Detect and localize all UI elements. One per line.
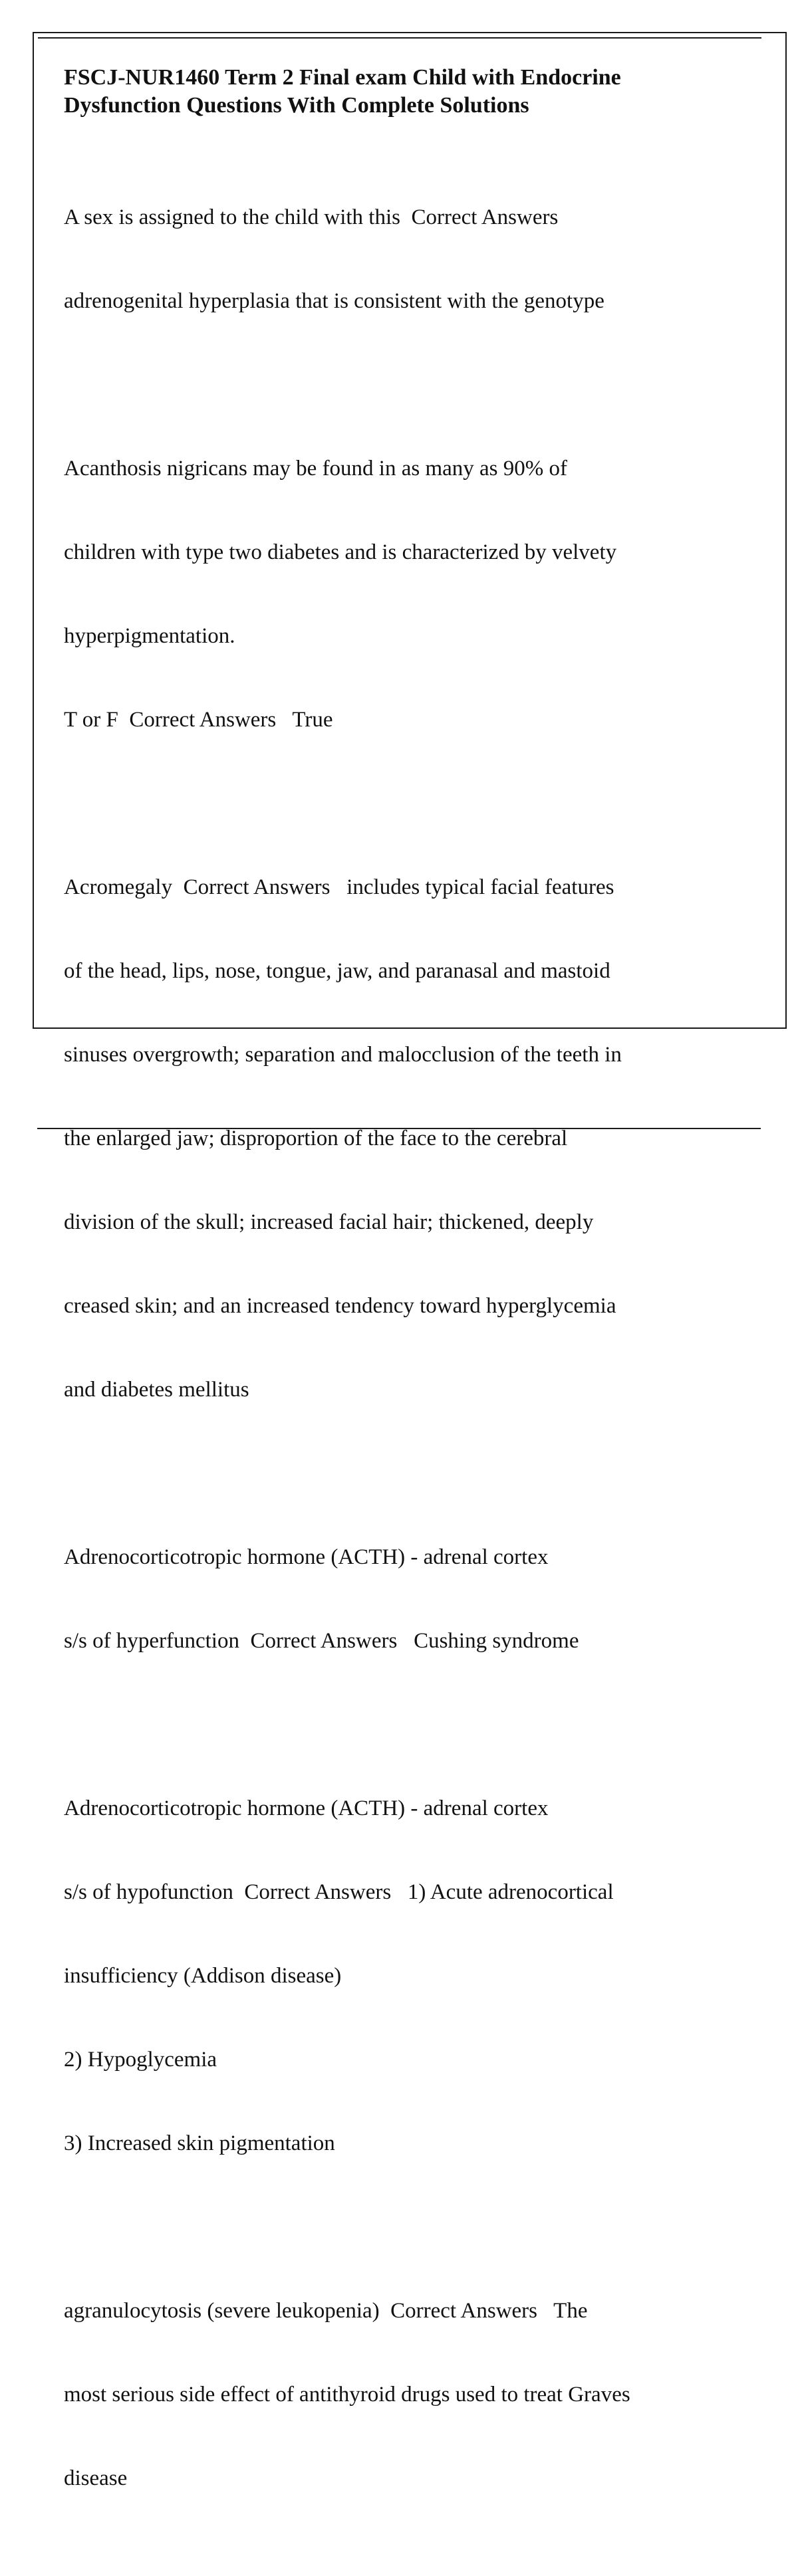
qa-item-agranulocytosis: [64, 2241, 722, 2548]
qa-line: insufficiency (Addison disease): [64, 1964, 342, 1988]
title-line: FSCJ-NUR1460 Term 2 Final exam Child with Endocrine: [64, 65, 621, 90]
qa-line: T or F Correct Answers True: [64, 708, 333, 732]
qa-line: creased skin; and an increased tendency toward hyperglycemia: [64, 1294, 616, 1318]
qa-line: A sex is assigned to the child with this Correct Answers: [64, 205, 559, 229]
qa-line: Acanthosis nigricans may be found in as many as 90% of: [64, 457, 568, 481]
document-body: [64, 64, 722, 2576]
qa-line: disease: [64, 2466, 128, 2490]
qa-line: division of the skull; increased facial hair; thickened, deeply: [64, 1210, 594, 1234]
qa-item-acanthosis: [64, 399, 722, 790]
qa-item-acromegaly: [64, 817, 722, 1459]
qa-item-acth-hypofunction: [64, 1739, 722, 2213]
qa-line: hyperpigmentation.: [64, 624, 235, 648]
qa-line: 2) Hypoglycemia: [64, 2048, 217, 2072]
title-line: Dysfunction Questions With Complete Solutions: [64, 93, 529, 118]
qa-line: most serious side effect of antithyroid drugs used to treat Graves: [64, 2383, 630, 2407]
document-title: [64, 64, 722, 120]
qa-line: sinuses overgrowth; separation and malocclusion of the teeth in: [64, 1043, 622, 1067]
qa-line: Acromegaly Correct Answers includes typical facial features: [64, 875, 614, 899]
qa-line: adrenogenital hyperplasia that is consistent with the genotype: [64, 289, 604, 313]
qa-line: and diabetes mellitus: [64, 1378, 249, 1402]
top-rule: [38, 37, 761, 39]
qa-line: Adrenocorticotropic hormone (ACTH) - adrenal cortex: [64, 1545, 549, 1569]
qa-line: Adrenocorticotropic hormone (ACTH) - adrenal cortex: [64, 1796, 549, 1820]
qa-item-sex-assignment: [64, 148, 722, 371]
qa-line: agranulocytosis (severe leukopenia) Correct Answers The: [64, 2299, 588, 2323]
qa-line: children with type two diabetes and is characterized by velvety: [64, 540, 617, 564]
qa-line: of the head, lips, nose, tongue, jaw, and paranasal and mastoid: [64, 959, 610, 983]
qa-line: 3) Increased skin pigmentation: [64, 2131, 335, 2155]
qa-item-acth-hyperfunction: [64, 1487, 722, 1711]
qa-line: the enlarged jaw; disproportion of the face to the cerebral: [64, 1127, 568, 1150]
qa-line: s/s of hypofunction Correct Answers 1) Acute adrenocortical: [64, 1880, 614, 1904]
qa-line: s/s of hyperfunction Correct Answers Cushing syndrome: [64, 1629, 579, 1653]
bottom-rule: [37, 1128, 761, 1129]
